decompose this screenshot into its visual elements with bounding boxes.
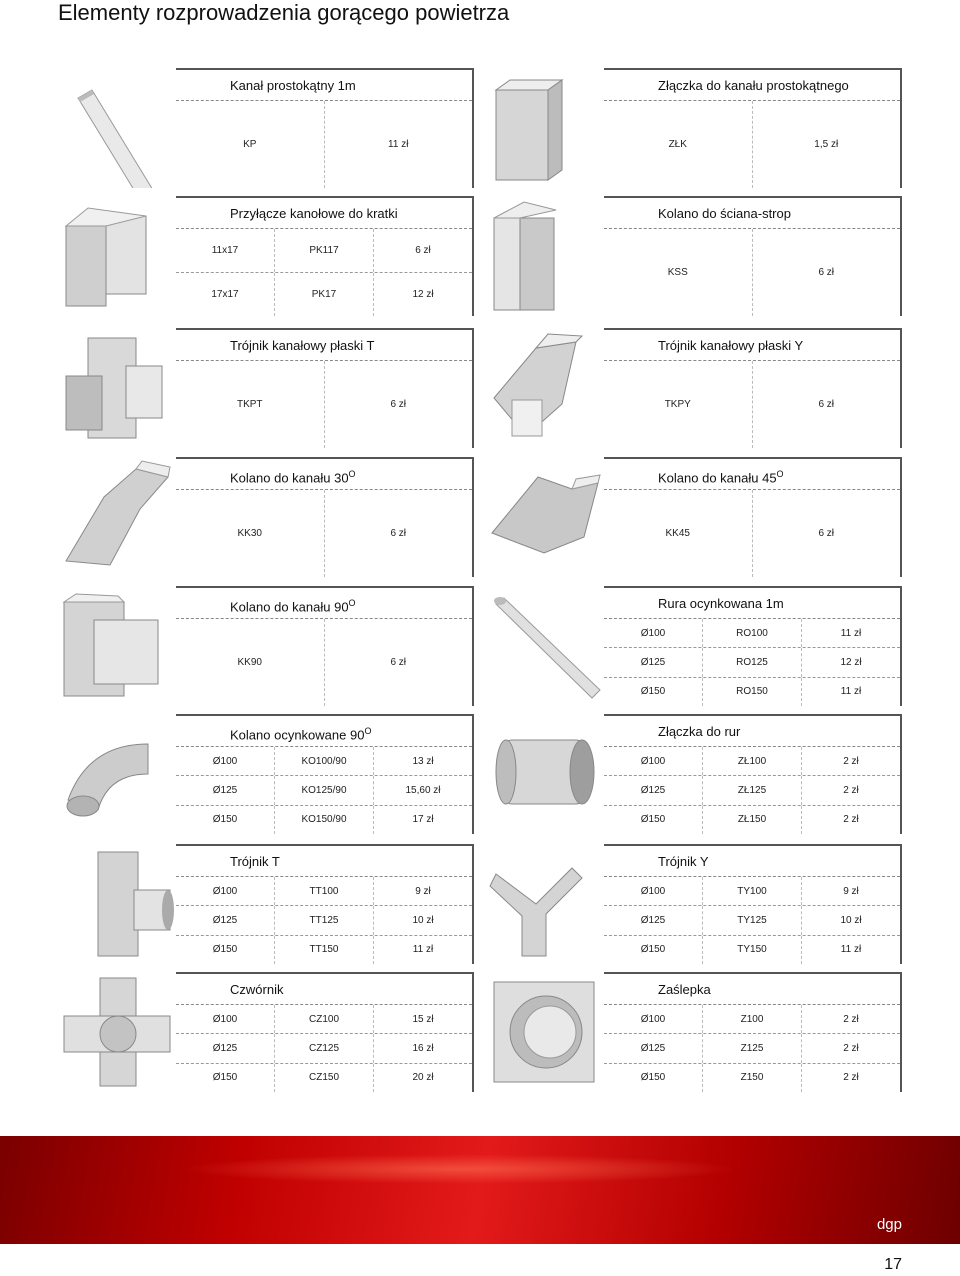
product-title-text: Trójnik Y	[658, 854, 709, 869]
product-title-text: Trójnik kanałowy płaski T	[230, 338, 375, 353]
pipe-connector-image	[486, 714, 604, 834]
product-title	[176, 716, 472, 747]
product-title-text: Trójnik kanałowy płaski Y	[658, 338, 804, 353]
product-title	[604, 330, 900, 361]
product-panel	[604, 714, 902, 834]
table-cell: ZŁ125	[703, 776, 802, 804]
table-cell: KK30	[176, 490, 325, 577]
table-cell: 20 zł	[412, 1072, 434, 1084]
product-panel	[176, 714, 474, 834]
product-panel	[604, 68, 902, 188]
table-cell: TY100	[703, 877, 802, 905]
product-title-text: Złączka do rur	[658, 724, 741, 739]
product-card	[58, 457, 474, 577]
table-row	[604, 936, 900, 964]
table-cell: PK117	[275, 229, 374, 272]
product-title-text: Kolano do kanału 30	[230, 470, 349, 486]
product-title	[176, 974, 472, 1005]
table-row	[176, 619, 472, 706]
table-cell: Ø125	[604, 648, 703, 676]
table-cell: 9 zł	[415, 885, 431, 897]
product-title	[176, 846, 472, 877]
product-panel	[176, 68, 474, 188]
product-rows	[604, 877, 900, 964]
table-row	[604, 678, 900, 706]
table-row	[604, 229, 900, 316]
table-cell: Ø100	[604, 619, 703, 647]
product-rows	[604, 490, 900, 577]
table-row	[604, 747, 900, 776]
product-panel	[604, 586, 902, 706]
degree-sign: O	[348, 598, 356, 608]
table-cell: 6 zł	[390, 399, 407, 410]
table-cell: TY150	[703, 936, 802, 964]
product-rows	[176, 229, 472, 316]
degree-sign: O	[776, 469, 784, 479]
elbow-30-image	[58, 457, 176, 577]
table-cell: Ø125	[604, 776, 703, 804]
table-cell: Ø150	[604, 1064, 703, 1092]
product-card	[486, 586, 902, 706]
table-cell: KO150/90	[275, 806, 374, 834]
table-row	[604, 806, 900, 834]
page-number: 17	[884, 1256, 902, 1273]
table-cell: 17 zł	[412, 814, 434, 826]
product-card	[486, 844, 902, 964]
table-cell: KP	[176, 101, 325, 188]
table-row	[604, 906, 900, 935]
table-row	[176, 936, 472, 964]
table-cell: CZ150	[275, 1064, 374, 1092]
duct-connector-image	[486, 68, 604, 188]
table-cell: RO150	[703, 678, 802, 706]
table-row	[176, 747, 472, 776]
table-row	[176, 490, 472, 577]
product-rows	[176, 1005, 472, 1092]
product-card	[486, 196, 902, 316]
product-rows	[176, 361, 472, 448]
table-cell: TT125	[275, 906, 374, 934]
table-cell: Ø150	[176, 936, 275, 964]
product-title	[176, 70, 472, 101]
end-cap-image	[486, 972, 604, 1092]
table-row	[604, 1064, 900, 1092]
product-rows	[176, 101, 472, 188]
product-title	[176, 588, 472, 619]
table-cell: 9 zł	[843, 885, 859, 897]
product-rows	[176, 747, 472, 834]
product-title-text: Przyłącze kanołowe do kratki	[230, 206, 398, 221]
product-panel	[604, 196, 902, 316]
table-row	[176, 806, 472, 834]
product-title-text: Czwórnik	[230, 982, 284, 997]
table-cell: 11x17	[176, 229, 275, 272]
table-cell: 11 zł	[840, 944, 862, 956]
table-row	[176, 229, 472, 273]
product-rows	[604, 747, 900, 834]
table-cell: ZŁ150	[703, 806, 802, 834]
table-cell: Ø125	[176, 906, 275, 934]
tee-image	[58, 844, 176, 964]
degree-sign: O	[364, 726, 372, 736]
product-title-text: Kolano ocynkowane 90	[230, 727, 365, 743]
product-card	[58, 714, 474, 834]
table-cell: 16 zł	[412, 1042, 434, 1054]
table-cell: 1,5 zł	[814, 139, 839, 150]
table-cell: 15 zł	[412, 1013, 434, 1025]
table-cell: Ø100	[604, 1005, 703, 1033]
product-title	[604, 846, 900, 877]
product-title	[176, 330, 472, 361]
product-title-text: Złączka do kanału prostokątnego	[658, 78, 849, 93]
table-row	[176, 273, 472, 316]
table-cell: Ø125	[176, 776, 275, 804]
table-cell: Ø125	[176, 1034, 275, 1062]
table-row	[604, 1005, 900, 1034]
table-cell: KO100/90	[275, 747, 374, 775]
table-row	[176, 877, 472, 906]
table-cell: 2 zł	[843, 814, 859, 826]
table-cell: TKPY	[604, 361, 753, 448]
flat-wye-image	[486, 328, 604, 448]
table-row	[604, 1034, 900, 1063]
table-cell: ZŁ100	[703, 747, 802, 775]
product-title-text: Kolano do kanału 45	[658, 470, 777, 486]
table-row	[604, 101, 900, 188]
product-title-text: Kolano do ściana-strop	[658, 206, 791, 221]
product-rows	[604, 229, 900, 316]
table-cell: TKPT	[176, 361, 325, 448]
table-cell: 6 zł	[818, 267, 835, 278]
table-cell: Ø100	[176, 877, 275, 905]
table-cell: 6 zł	[818, 399, 835, 410]
wall-ceiling-elbow-image	[486, 196, 604, 316]
table-cell: RO100	[703, 619, 802, 647]
table-cell: 11 zł	[388, 139, 409, 150]
product-panel	[604, 328, 902, 448]
table-cell: 10 zł	[840, 914, 862, 926]
product-title-text: Trójnik T	[230, 854, 280, 869]
table-cell: Z100	[703, 1005, 802, 1033]
table-cell: KO125/90	[275, 776, 374, 804]
table-row	[176, 361, 472, 448]
product-rows	[604, 361, 900, 448]
table-row	[604, 648, 900, 677]
table-cell: Ø125	[604, 1034, 703, 1062]
product-card	[58, 328, 474, 448]
table-cell: ZŁK	[604, 101, 753, 188]
table-cell: 2 zł	[843, 755, 859, 767]
table-row	[176, 101, 472, 188]
table-cell: Z150	[703, 1064, 802, 1092]
table-cell: 2 zł	[843, 1072, 859, 1084]
table-cell: Ø150	[604, 806, 703, 834]
product-panel	[176, 844, 474, 964]
table-cell: 6 zł	[415, 245, 431, 256]
product-panel	[604, 844, 902, 964]
table-cell: 6 zł	[818, 528, 835, 539]
product-card	[486, 714, 902, 834]
table-cell: RO125	[703, 648, 802, 676]
product-card	[58, 586, 474, 706]
table-cell: 6 zł	[390, 657, 407, 668]
galvanized-elbow-image	[58, 714, 176, 834]
galvanized-pipe-image	[486, 586, 604, 706]
table-cell: 15,60 zł	[405, 784, 441, 796]
table-cell: TT150	[275, 936, 374, 964]
table-cell: 12 zł	[412, 289, 434, 300]
product-card	[58, 844, 474, 964]
table-cell: KSS	[604, 229, 753, 316]
product-title-text: Kolano do kanału 90	[230, 599, 349, 615]
product-title	[604, 198, 900, 229]
table-cell: Ø150	[176, 806, 275, 834]
table-cell: Ø125	[604, 906, 703, 934]
product-card	[486, 328, 902, 448]
product-panel	[176, 328, 474, 448]
product-panel	[176, 972, 474, 1092]
table-cell: CZ125	[275, 1034, 374, 1062]
product-rows	[604, 619, 900, 706]
table-cell: Ø100	[176, 1005, 275, 1033]
product-rows	[176, 490, 472, 577]
product-rows	[604, 1005, 900, 1092]
product-card	[486, 457, 902, 577]
table-row	[604, 490, 900, 577]
product-title	[604, 974, 900, 1005]
brand-logo: dgp	[876, 1216, 902, 1233]
table-cell: CZ100	[275, 1005, 374, 1033]
product-card	[58, 196, 474, 316]
table-cell: 10 zł	[412, 914, 434, 926]
table-cell: 2 zł	[843, 784, 859, 796]
table-cell: 11 zł	[840, 627, 862, 639]
degree-sign: O	[348, 469, 356, 479]
product-rows	[604, 101, 900, 188]
table-row	[604, 361, 900, 448]
table-cell: Ø150	[604, 678, 703, 706]
table-row	[176, 1034, 472, 1063]
product-title	[176, 459, 472, 490]
table-cell: 6 zł	[390, 528, 407, 539]
table-cell: 17x17	[176, 273, 275, 316]
table-row	[604, 776, 900, 805]
table-cell: 11 zł	[840, 686, 862, 698]
product-panel	[176, 586, 474, 706]
product-card	[58, 972, 474, 1092]
footer-light-streak	[180, 1154, 740, 1184]
product-panel	[604, 972, 902, 1092]
page-title: Elementy rozprowadzenia gorącego powietrza	[58, 0, 510, 25]
product-rows	[176, 619, 472, 706]
product-panel	[604, 457, 902, 577]
product-title	[604, 70, 900, 101]
table-row	[604, 877, 900, 906]
elbow-45-image	[486, 457, 604, 577]
table-cell: Ø150	[604, 936, 703, 964]
table-row	[176, 1064, 472, 1092]
table-cell: Ø150	[176, 1064, 275, 1092]
table-cell: Z125	[703, 1034, 802, 1062]
table-cell: Ø100	[604, 747, 703, 775]
product-title	[176, 198, 472, 229]
rectangular-duct-image	[58, 68, 176, 188]
product-title-text: Kanał prostokątny 1m	[230, 78, 356, 93]
wye-image	[486, 844, 604, 964]
elbow-90-image	[58, 586, 176, 706]
table-cell: 11 zł	[412, 944, 434, 956]
table-cell: PK17	[275, 273, 374, 316]
table-cell: TT100	[275, 877, 374, 905]
cross-image	[58, 972, 176, 1092]
product-card	[58, 68, 474, 188]
product-card	[486, 68, 902, 188]
flat-tee-image	[58, 328, 176, 448]
table-cell: 2 zł	[843, 1042, 859, 1054]
table-cell: KK90	[176, 619, 325, 706]
table-row	[176, 1005, 472, 1034]
table-cell: Ø100	[604, 877, 703, 905]
product-title-text: Rura ocynkowana 1m	[658, 596, 784, 611]
table-row	[604, 619, 900, 648]
table-cell: 12 zł	[840, 656, 862, 668]
product-title-text: Zaślepka	[658, 982, 711, 997]
table-cell: 2 zł	[843, 1013, 859, 1025]
table-row	[176, 776, 472, 805]
product-title	[604, 716, 900, 747]
product-card	[486, 972, 902, 1092]
footer-band	[0, 1136, 960, 1244]
product-panel	[176, 196, 474, 316]
table-cell: KK45	[604, 490, 753, 577]
table-cell: 13 zł	[412, 755, 434, 767]
table-cell: Ø100	[176, 747, 275, 775]
product-panel	[176, 457, 474, 577]
product-title	[604, 459, 900, 490]
product-title	[604, 588, 900, 619]
table-cell: TY125	[703, 906, 802, 934]
product-rows	[176, 877, 472, 964]
table-row	[176, 906, 472, 935]
grille-connector-image	[58, 196, 176, 316]
